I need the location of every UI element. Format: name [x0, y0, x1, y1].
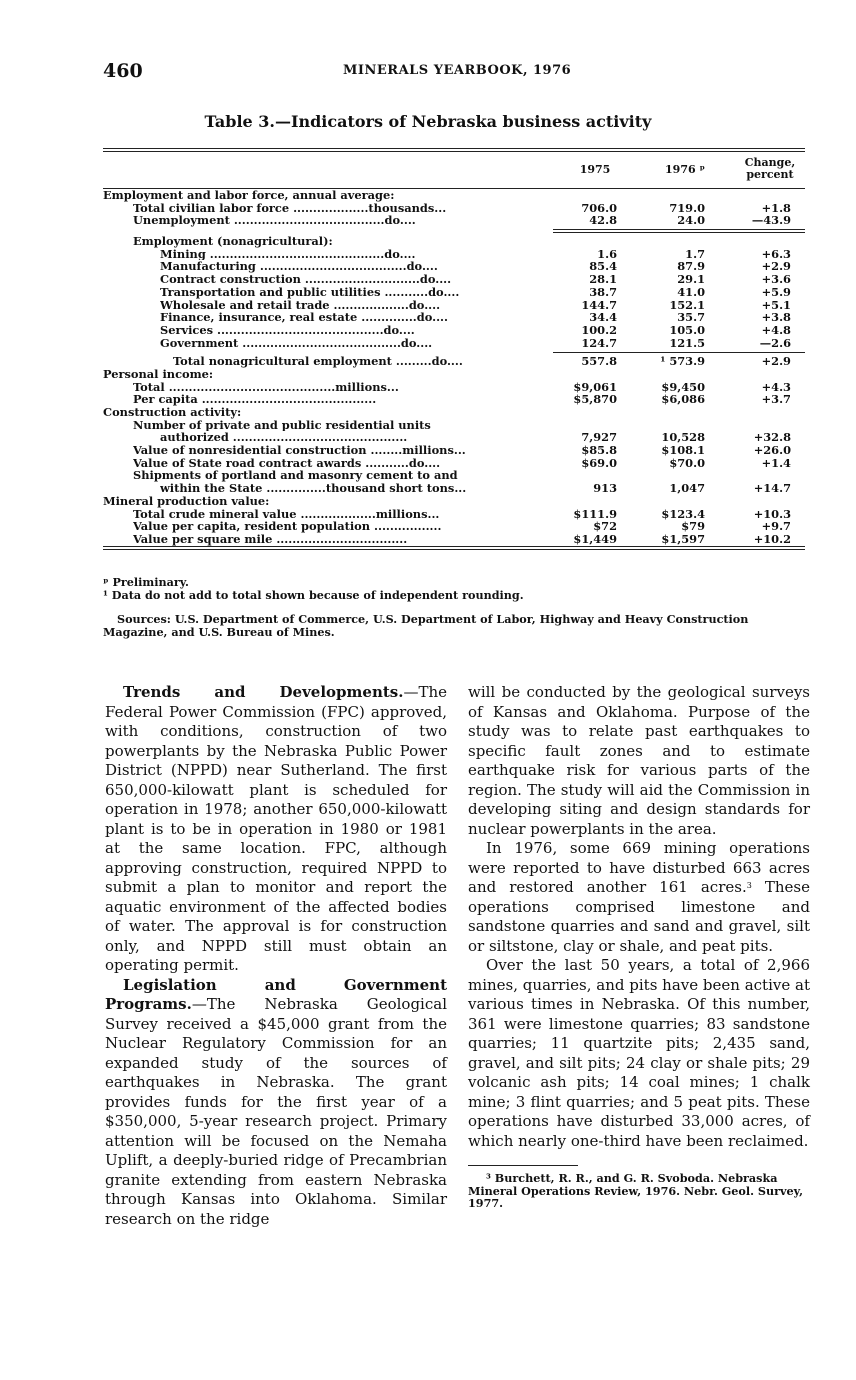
table-row — [103, 482, 805, 495]
heading-legislation: Legislation and Government Programs. — [105, 975, 447, 1013]
value-1975: 100.2 — [581, 322, 617, 337]
value-1975: 42.8 — [589, 213, 617, 228]
table-row — [103, 337, 805, 350]
column-header-1976: 1976 ᵖ — [665, 163, 705, 176]
table-row — [103, 235, 805, 248]
row-label: Shipments of portland and masonry cement to and — [133, 469, 458, 483]
row-label: Value per capita, resident population ................. — [133, 520, 442, 533]
row-label: authorized ............................................ — [160, 431, 408, 445]
row-label: Employment and labor force, annual average: — [103, 189, 395, 202]
row-label: Finance, insurance, real estate ..............do.... — [160, 311, 448, 324]
table-row — [103, 457, 805, 470]
value-1976: $123.4 — [661, 506, 705, 521]
value-1976: $79 — [681, 519, 705, 534]
row-label: Total nonagricultural employment .........do.... — [173, 355, 463, 368]
value-change: +32.8 — [753, 430, 791, 445]
table-row — [103, 355, 805, 368]
value-change: +2.9 — [761, 259, 791, 274]
value-1976: 1,047 — [669, 481, 705, 496]
paragraph-mining-1976 — [468, 839, 810, 956]
value-change: +3.7 — [761, 392, 791, 407]
value-1976: $9,450 — [661, 379, 705, 394]
row-label: Value of State road contract awards ...........do.... — [133, 456, 441, 470]
value-1975: 144.7 — [581, 297, 617, 312]
row-label: Manufacturing .....................................do.... — [160, 260, 438, 274]
heading-trends: Trends and Developments. — [123, 683, 404, 701]
value-1975: 706.0 — [581, 200, 617, 215]
table-title: Table 3.—Indicators of Nebraska business activity — [204, 112, 652, 131]
paragraph-mining-text-2: These operations comprised limestone and sandstone quarries and sand and gravel, silt or siltstone, clay or shale, and peat pits. — [468, 878, 810, 955]
row-label: Employment (nonagricultural): — [133, 235, 333, 248]
table-row — [103, 520, 805, 533]
value-1976: 152.1 — [669, 297, 705, 312]
page-number: 460 — [103, 60, 143, 82]
value-change: +5.1 — [761, 297, 791, 312]
value-1976: 1.7 — [685, 246, 705, 261]
table-row — [103, 189, 805, 202]
value-change: —43.9 — [751, 213, 791, 228]
row-label: Value of nonresidential construction ........millions... — [133, 444, 466, 457]
row-label: Transportation and public utilities ...........do.... — [160, 285, 460, 299]
table-row — [103, 406, 805, 419]
row-label: Mining ............................................do.... — [160, 247, 416, 261]
value-1976: 29.1 — [677, 272, 705, 287]
column-header-change: Change, percent — [744, 156, 796, 181]
page-header — [103, 60, 803, 82]
table-header — [103, 152, 805, 188]
value-1975: 1.6 — [597, 246, 617, 261]
value-1975: 124.7 — [581, 335, 617, 350]
value-1975: 7,927 — [581, 430, 617, 445]
value-1975: $72 — [593, 519, 617, 534]
footnote: ³ Burchett, R. R., and G. R. Svoboda. Nebraska Mineral Operations Review, 1976. Nebr. Geol. Survey, 1977. — [468, 1171, 803, 1210]
value-change: +6.3 — [761, 246, 791, 261]
table-row — [103, 311, 805, 324]
value-change: +14.7 — [753, 481, 791, 496]
table-row — [103, 533, 805, 546]
table-row — [103, 286, 805, 299]
value-1976: 24.0 — [677, 213, 705, 228]
value-change: +4.8 — [761, 322, 791, 337]
row-label: Total civilian labor force ...................thousands... — [133, 201, 447, 215]
value-1976: 87.9 — [677, 259, 705, 274]
table-bottom-rule — [103, 546, 805, 550]
paragraph-legislation — [105, 976, 447, 1230]
value-1976: 121.5 — [669, 335, 705, 350]
value-change: +10.3 — [753, 506, 791, 521]
table-row — [103, 495, 805, 508]
value-1975: 85.4 — [589, 259, 617, 274]
paragraph-trends-text: —The Federal Power Commission (FPC) approved, with conditions, construction of two powerplants by the Nebraska Public Power District (NPPD) near Sutherland. The first 650,000-kilowatt plant is scheduled for operation in 1978; another 650,000-kilowatt plant is to be in operation in 1980 or 1981 at the same location. FPC, although approving construction, required NPPD to submit a plan to monitor and report the aquatic environment of the affected bodies of water. The approval is for construction only, and NPPD still must obtain an operating permit. — [105, 683, 447, 974]
paragraph-fifty-years: Over the last 50 years, a total of 2,966 mines, quarries, and pits have been active at various times in Nebraska. Of this number, 361 were limestone quarries; 83 sandstone quarries; 11 quartzite pits; 2,435 sand, gravel, and silt pits; 24 clay or shale pits; 29 volcanic ash pits; 14 coal mines; 1 chalk mine; 3 flint quarries; and 5 peat pits. These operations have disturbed 33,000 acres, of which nearly one-third have been reclaimed. — [468, 956, 810, 1150]
row-label: Unemployment ......................................do.... — [133, 214, 416, 228]
paragraph-continued: will be conducted by the geological surveys of Kansas and Oklahoma. Purpose of the study was to relate past earthquakes to specific fault zones and to estimate earthquake risk for various parts of the region. The study will aid the Commission in developing siting and design standards for nuclear powerplants in the area. — [468, 683, 810, 838]
value-1976: 35.7 — [677, 310, 705, 325]
row-label: Contract construction .............................do.... — [160, 273, 452, 286]
value-1975: $85.8 — [581, 443, 617, 458]
value-1975: 38.7 — [589, 284, 617, 299]
row-label: Wholesale and retail trade ...................do.... — [160, 298, 441, 312]
footnote-rule — [468, 1165, 578, 1166]
note-rounding: ¹ Data do not add to total shown because of independent rounding. — [103, 587, 524, 602]
table-body — [103, 189, 805, 546]
table-row — [103, 393, 805, 406]
value-change: +1.4 — [761, 455, 791, 470]
running-head: MINERALS YEARBOOK, 1976 — [343, 63, 572, 78]
value-1976: $1,597 — [661, 531, 705, 546]
value-1975: $9,061 — [573, 379, 617, 394]
row-label: Personal income: — [103, 367, 214, 381]
row-label: Number of private and public residential units — [133, 418, 431, 432]
table-notes — [103, 576, 808, 638]
row-label: Total crude mineral value ...................millions... — [133, 507, 440, 521]
value-1976: $6,086 — [661, 392, 705, 407]
value-1975: $5,870 — [573, 392, 617, 407]
value-change: —2.6 — [759, 335, 791, 350]
value-1976: ¹ 573.9 — [660, 354, 705, 369]
paragraph-legislation-text: —The Nebraska Geological Survey received a $45,000 grant from the Nuclear Regulatory Commission for an expanded study of the sources of earthquakes in Nebraska. The grant provides funds for the first year of a $350,000, 5-year research project. Primary attention will be focused on the Nemaha Uplift, a deeply-buried ridge of Precambrian granite extending from eastern Nebraska through Kansas into Oklahoma. Similar research on the ridge — [105, 995, 447, 1228]
paragraph-mining-text: In 1976, some 669 mining operations were reported to have disturbed 663 acres and restored another 161 acres. — [468, 839, 810, 896]
value-change: +26.0 — [753, 443, 791, 458]
row-label: within the State ...............thousand short tons... — [160, 482, 467, 495]
value-1975: 34.4 — [589, 310, 617, 325]
row-label: Government ........................................do.... — [160, 336, 433, 350]
value-1976: 41.0 — [677, 284, 705, 299]
value-1976: 10,528 — [661, 430, 705, 445]
note-sources: Sources: U.S. Department of Commerce, U.S. Department of Labor, Highway and Heavy Construction Magazine, and U.S. Bureau of Mines. — [103, 612, 749, 639]
table-row — [103, 273, 805, 286]
value-1975: $1,449 — [573, 531, 617, 546]
value-1976: 719.0 — [669, 200, 705, 215]
note-preliminary: ᵖ Preliminary. — [103, 575, 189, 589]
value-1975: 28.1 — [589, 272, 617, 287]
row-label: Construction activity: — [103, 406, 242, 419]
value-1975: $69.0 — [581, 455, 617, 470]
row-label: Mineral production value: — [103, 494, 270, 508]
column-header-1975: 1975 — [579, 163, 611, 176]
value-1976: $70.0 — [669, 455, 705, 470]
value-1976: $108.1 — [661, 443, 705, 458]
data-table — [103, 148, 805, 550]
footnote-ref: 3 — [746, 881, 752, 890]
body-column-right — [468, 683, 810, 1210]
body-column-left — [105, 683, 447, 1229]
value-change: +2.9 — [761, 354, 791, 369]
value-change: +3.8 — [761, 310, 791, 325]
table-row — [103, 324, 805, 337]
table-row — [103, 214, 805, 227]
value-change: +5.9 — [761, 284, 791, 299]
value-change: +3.6 — [761, 272, 791, 287]
value-1976: 105.0 — [669, 322, 705, 337]
row-label: Value per square mile ................................. — [133, 532, 408, 546]
value-1975: $111.9 — [573, 506, 617, 521]
row-label: Total ..........................................millions... — [133, 380, 399, 394]
section-rule — [103, 227, 805, 235]
value-change: +9.7 — [761, 519, 791, 534]
value-change: +10.2 — [753, 531, 791, 546]
value-1975: 557.8 — [581, 354, 617, 369]
table-row — [103, 368, 805, 381]
value-change: +4.3 — [761, 379, 791, 394]
row-label: Services ..........................................do.... — [160, 323, 415, 337]
paragraph-trends — [105, 683, 447, 976]
table-row — [103, 444, 805, 457]
value-1975: 913 — [593, 481, 617, 496]
row-label: Per capita ............................................ — [133, 393, 377, 407]
value-change: +1.8 — [761, 200, 791, 215]
